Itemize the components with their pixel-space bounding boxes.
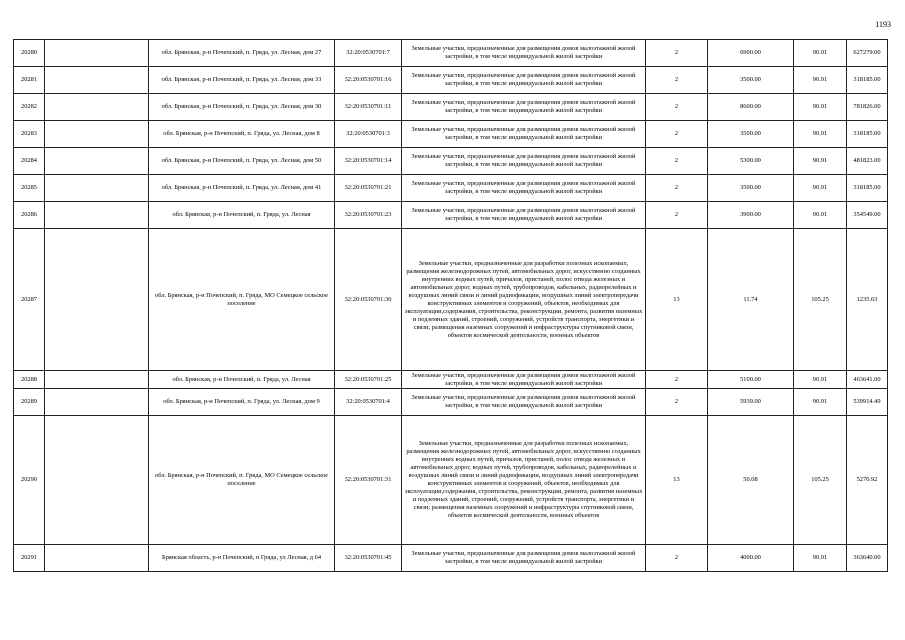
table-row <box>14 389 888 416</box>
land-use-cell: Земельные участки, предназначенные для размещения домов малоэтажной жилой застройки, в том числе индивидуальной жилой застройки <box>402 94 646 121</box>
area-cell: 3900.00 <box>708 202 794 229</box>
rate-cell: 90.91 <box>794 545 847 572</box>
table-row <box>14 94 888 121</box>
address-cell: обл. Брянская, р-н Почепский, п. Гряда, ул. Лесная, дом 9 <box>149 389 335 416</box>
area-cell: 6900.00 <box>708 40 794 67</box>
cadastral-value-cell: 627279.00 <box>847 40 888 67</box>
area-cell: 5300.00 <box>708 148 794 175</box>
area-cell: 3500.00 <box>708 175 794 202</box>
area-cell: 5100.00 <box>708 371 794 389</box>
cadastral-number-cell: 32:20:0530701:31 <box>335 416 402 545</box>
table-row <box>14 148 888 175</box>
address-cell: обл. Брянская, р-н Почепский, п. Гряда, ул. Лесная, дом 27 <box>149 40 335 67</box>
table-row <box>14 229 888 371</box>
row-number: 20290 <box>14 416 45 545</box>
cadastral-number-cell: 32:20:0530701:7 <box>335 40 402 67</box>
empty-cell <box>45 389 149 416</box>
category-cell: 2 <box>646 202 708 229</box>
table-row <box>14 175 888 202</box>
address-cell: Брянская область, р-н Почепский, п Гряда, ул Лесная, д 64 <box>149 545 335 572</box>
address-cell: обл. Брянская, р-н Почепский, п. Гряда, ул. Лесная, дом 30 <box>149 94 335 121</box>
rate-cell: 90.91 <box>794 175 847 202</box>
row-number: 20286 <box>14 202 45 229</box>
cadastral-number-cell: 32:20:0530701:30 <box>335 229 402 371</box>
category-cell: 2 <box>646 40 708 67</box>
cadastral-value-cell: 481823.00 <box>847 148 888 175</box>
address-cell: обл. Брянская, р-н Почепский, п. Гряда, ул. Лесная, дом 33 <box>149 67 335 94</box>
category-cell: 2 <box>646 545 708 572</box>
empty-cell <box>45 175 149 202</box>
table-row <box>14 67 888 94</box>
empty-cell <box>45 371 149 389</box>
empty-cell <box>45 545 149 572</box>
rate-cell: 90.91 <box>794 40 847 67</box>
rate-cell: 90.91 <box>794 94 847 121</box>
category-cell: 2 <box>646 94 708 121</box>
land-use-cell: Земельные участки, предназначенные для размещения домов малоэтажной жилой застройки, в том числе индивидуальной жилой застройки <box>402 148 646 175</box>
area-cell: 3500.00 <box>708 67 794 94</box>
row-number: 20291 <box>14 545 45 572</box>
area-cell: 11.74 <box>708 229 794 371</box>
row-number: 20287 <box>14 229 45 371</box>
land-use-cell: Земельные участки, предназначенные для размещения домов малоэтажной жилой застройки, в том числе индивидуальной жилой застройки <box>402 389 646 416</box>
land-use-cell: Земельные участки, предназначенные для разработки полезных ископаемых, размещения железнодорожных путей, автомобильных дорог, искусственно созданных внутренних водных путей, причалов, пристаней, полос отвода железных и автомобильных дорог, водных путей, трубопроводов, кабельных, радиорелейных и воздушных линий связи и линий радиофикации, воздушных линий электропередачи конструктивных элементов и сооружений, объектов, необходимых для эксплуатации,содержания, строительства, реконструкции, ремонта, развития наземных и подземных зданий, строений, сооружений, устройств транспорта, энергетики и связи; размещения наземных сооружений и инфраструктуры спутниковой связи, объектов космической деятельности, военных объектов <box>402 416 646 545</box>
row-number: 20281 <box>14 67 45 94</box>
row-number: 20284 <box>14 148 45 175</box>
cadastral-value-cell: 318185.00 <box>847 121 888 148</box>
rate-cell: 90.91 <box>794 121 847 148</box>
page-number: 1193 <box>875 20 891 29</box>
address-cell: обл. Брянская, р-н Почепский, п. Гряда, ул. Лесная, дом 8 <box>149 121 335 148</box>
empty-cell <box>45 416 149 545</box>
address-cell: обл. Брянская, р-н Почепский, п. Гряда, ул. Лесная <box>149 202 335 229</box>
address-cell: обл. Брянская, р-н Почепский, п. Гряда, МО Семецкое сельское поселение <box>149 416 335 545</box>
rate-cell: 90.91 <box>794 371 847 389</box>
row-number: 20285 <box>14 175 45 202</box>
row-number: 20280 <box>14 40 45 67</box>
area-cell: 5939.00 <box>708 389 794 416</box>
address-cell: обл. Брянская, р-н Почепский, п. Гряда, МО Семецкое сельское поселение <box>149 229 335 371</box>
table-row <box>14 416 888 545</box>
category-cell: 2 <box>646 148 708 175</box>
empty-cell <box>45 121 149 148</box>
land-use-cell: Земельные участки, предназначенные для размещения домов малоэтажной жилой застройки, в том числе индивидуальной жилой застройки <box>402 40 646 67</box>
rate-cell: 90.91 <box>794 202 847 229</box>
address-cell: обл. Брянская, р-н Почепский, п. Гряда, ул. Лесная, дом 41 <box>149 175 335 202</box>
table-row <box>14 202 888 229</box>
cadastral-value-cell: 318185.00 <box>847 175 888 202</box>
rate-cell: 105.25 <box>794 229 847 371</box>
land-registry-table <box>13 39 888 572</box>
cadastral-number-cell: 32:20:0530701:23 <box>335 202 402 229</box>
category-cell: 2 <box>646 371 708 389</box>
cadastral-value-cell: 1235.63 <box>847 229 888 371</box>
cadastral-number-cell: 32:20:0530701:25 <box>335 371 402 389</box>
row-number: 20288 <box>14 371 45 389</box>
empty-cell <box>45 202 149 229</box>
cadastral-value-cell: 463641.00 <box>847 371 888 389</box>
land-use-cell: Земельные участки, предназначенные для размещения домов малоэтажной жилой застройки, в том числе индивидуальной жилой застройки <box>402 371 646 389</box>
row-number: 20283 <box>14 121 45 148</box>
cadastral-number-cell: 32:20:0530701:3 <box>335 121 402 148</box>
category-cell: 2 <box>646 67 708 94</box>
cadastral-value-cell: 781826.00 <box>847 94 888 121</box>
land-use-cell: Земельные участки, предназначенные для размещения домов малоэтажной жилой застройки, в том числе индивидуальной жилой застройки <box>402 202 646 229</box>
land-use-cell: Земельные участки, предназначенные для размещения домов малоэтажной жилой застройки, в том числе индивидуальной жилой застройки <box>402 67 646 94</box>
land-use-cell: Земельные участки, предназначенные для разработки полезных ископаемых, размещения железнодорожных путей, автомобильных дорог, искусственно созданных внутренних водных путей, причалов, пристаней, полос отвода железных и автомобильных дорог, водных путей, трубопроводов, кабельных, радиорелейных и воздушных линий связи и линий радиофикации, воздушных линий электропередачи конструктивных элементов и сооружений, объектов, необходимых для эксплуатации,содержания, строительства, реконструкции, ремонта, развития наземных и подземных зданий, строений, сооружений, устройств транспорта, энергетики и связи; размещения наземных сооружений и инфраструктуры спутниковой связи, объектов космической деятельности, военных объектов <box>402 229 646 371</box>
cadastral-value-cell: 363640.00 <box>847 545 888 572</box>
area-cell: 4000.00 <box>708 545 794 572</box>
empty-cell <box>45 94 149 121</box>
address-cell: обл. Брянская, р-н Почепский, п. Гряда, ул. Лесная <box>149 371 335 389</box>
category-cell: 2 <box>646 121 708 148</box>
category-cell: 2 <box>646 175 708 202</box>
category-cell: 13 <box>646 416 708 545</box>
cadastral-value-cell: 318185.00 <box>847 67 888 94</box>
address-cell: обл. Брянская, р-н Почепский, п. Гряда, ул. Лесная, дом 50 <box>149 148 335 175</box>
cadastral-value-cell: 539914.49 <box>847 389 888 416</box>
rate-cell: 105.25 <box>794 416 847 545</box>
rate-cell: 90.91 <box>794 67 847 94</box>
category-cell: 2 <box>646 389 708 416</box>
cadastral-number-cell: 32:20:0530701:21 <box>335 175 402 202</box>
land-use-cell: Земельные участки, предназначенные для размещения домов малоэтажной жилой застройки, в том числе индивидуальной жилой застройки <box>402 121 646 148</box>
rate-cell: 90.91 <box>794 389 847 416</box>
cadastral-value-cell: 354549.00 <box>847 202 888 229</box>
area-cell: 8600.00 <box>708 94 794 121</box>
area-cell: 3500.00 <box>708 121 794 148</box>
rate-cell: 90.91 <box>794 148 847 175</box>
cadastral-value-cell: 5270.92 <box>847 416 888 545</box>
empty-cell <box>45 148 149 175</box>
category-cell: 13 <box>646 229 708 371</box>
land-use-cell: Земельные участки, предназначенные для размещения домов малоэтажной жилой застройки, в том числе индивидуальной жилой застройки <box>402 545 646 572</box>
table-row <box>14 545 888 572</box>
empty-cell <box>45 67 149 94</box>
row-number: 20282 <box>14 94 45 121</box>
table-row <box>14 40 888 67</box>
table-row <box>14 121 888 148</box>
row-number: 20289 <box>14 389 45 416</box>
cadastral-number-cell: 32:20:0530701:16 <box>335 67 402 94</box>
area-cell: 50.08 <box>708 416 794 545</box>
land-use-cell: Земельные участки, предназначенные для размещения домов малоэтажной жилой застройки, в том числе индивидуальной жилой застройки <box>402 175 646 202</box>
cadastral-number-cell: 32:20:0530701:45 <box>335 545 402 572</box>
cadastral-number-cell: 32:20:0530701:11 <box>335 94 402 121</box>
cadastral-number-cell: 32:20:0530701:14 <box>335 148 402 175</box>
empty-cell <box>45 40 149 67</box>
table-row <box>14 371 888 389</box>
cadastral-number-cell: 32:20:0530701:4 <box>335 389 402 416</box>
empty-cell <box>45 229 149 371</box>
